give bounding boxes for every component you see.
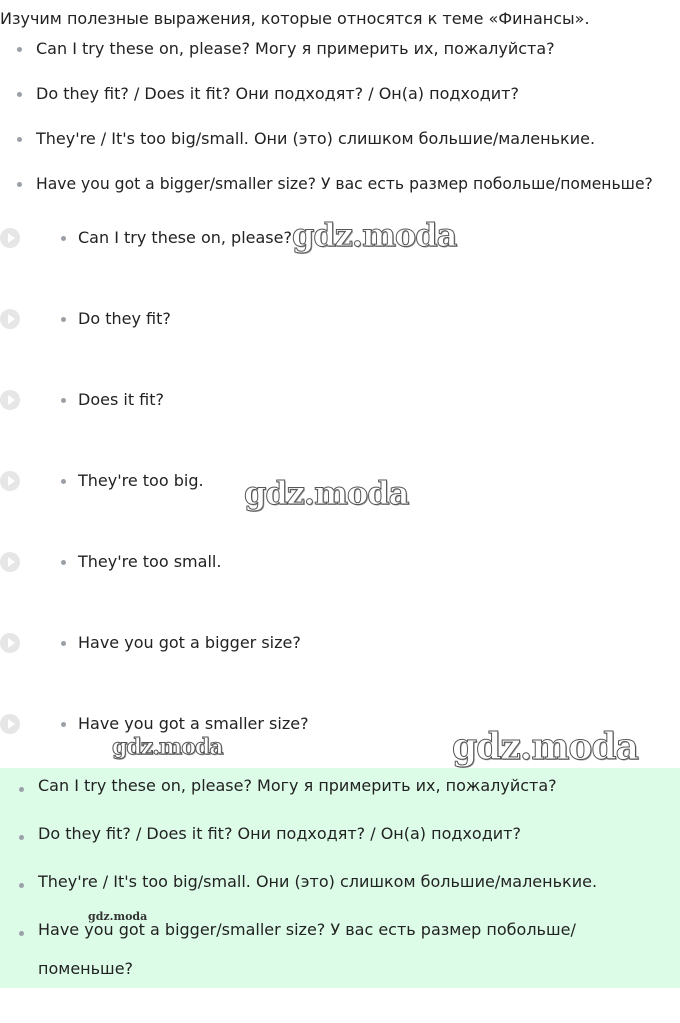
play-icon[interactable] <box>0 228 20 248</box>
list-item: Do they fit? / Does it fit? Они подходят? / Он(а) подходит? <box>36 84 519 103</box>
answer-item: Have you got a bigger/smaller size? У вас есть размер побольше/ <box>38 920 576 939</box>
answer-item-continuation: поменьше? <box>38 959 134 978</box>
watermark: gdz.moda <box>244 474 409 512</box>
audio-phrase: They're too small. <box>78 552 222 571</box>
bullet <box>19 931 24 936</box>
bullet <box>17 182 22 187</box>
play-icon[interactable] <box>0 390 20 410</box>
audio-item <box>0 708 680 742</box>
watermark: gdz.moda <box>452 726 638 768</box>
answer-item: Do they fit? / Does it fit? Они подходят? / Он(а) подходит? <box>38 824 521 843</box>
bullet <box>19 883 24 888</box>
audio-phrase: Can I try these on, please? <box>78 228 292 247</box>
bullet <box>17 92 22 97</box>
audio-item <box>0 303 680 337</box>
list-item: Can I try these on, please? Могу я примерить их, пожалуйста? <box>36 39 555 58</box>
audio-phrase: They're too big. <box>78 471 204 490</box>
audio-phrase: Have you got a smaller size? <box>78 714 309 733</box>
watermark: gdz.moda <box>112 734 223 760</box>
audio-phrase: Have you got a bigger size? <box>78 633 301 652</box>
intro-text: Изучим полезные выражения, которые относятся к теме «Финансы». <box>0 9 590 28</box>
bullet <box>61 641 66 646</box>
list-item: They're / It's too big/small. Они (это) слишком большие/маленькие. <box>36 129 596 148</box>
audio-item <box>0 627 680 661</box>
watermark: gdz.moda <box>88 910 148 923</box>
play-icon[interactable] <box>0 309 20 329</box>
bullet <box>61 560 66 565</box>
answer-item: Can I try these on, please? Могу я примерить их, пожалуйста? <box>38 776 557 795</box>
answer-item: They're / It's too big/small. Они (это) слишком большие/маленькие. <box>38 872 598 891</box>
bullet <box>61 479 66 484</box>
bullet <box>19 787 24 792</box>
watermark: gdz.moda <box>292 216 457 254</box>
audio-item <box>0 384 680 418</box>
bullet <box>61 317 66 322</box>
bullet <box>61 236 66 241</box>
play-icon[interactable] <box>0 714 20 734</box>
bullet <box>17 47 22 52</box>
audio-phrase: Does it fit? <box>78 390 165 409</box>
list-item: Have you got a bigger/smaller size? У вас есть размер побольше/поменьше? <box>36 175 653 193</box>
audio-phrase: Do they fit? <box>78 309 171 328</box>
audio-item <box>0 465 680 499</box>
bullet <box>61 722 66 727</box>
bullet <box>19 835 24 840</box>
audio-item <box>0 546 680 580</box>
play-icon[interactable] <box>0 552 20 572</box>
answer-block <box>0 768 680 988</box>
bullet <box>17 137 22 142</box>
audio-item <box>0 222 680 256</box>
play-icon[interactable] <box>0 633 20 653</box>
play-icon[interactable] <box>0 471 20 491</box>
bullet <box>61 398 66 403</box>
